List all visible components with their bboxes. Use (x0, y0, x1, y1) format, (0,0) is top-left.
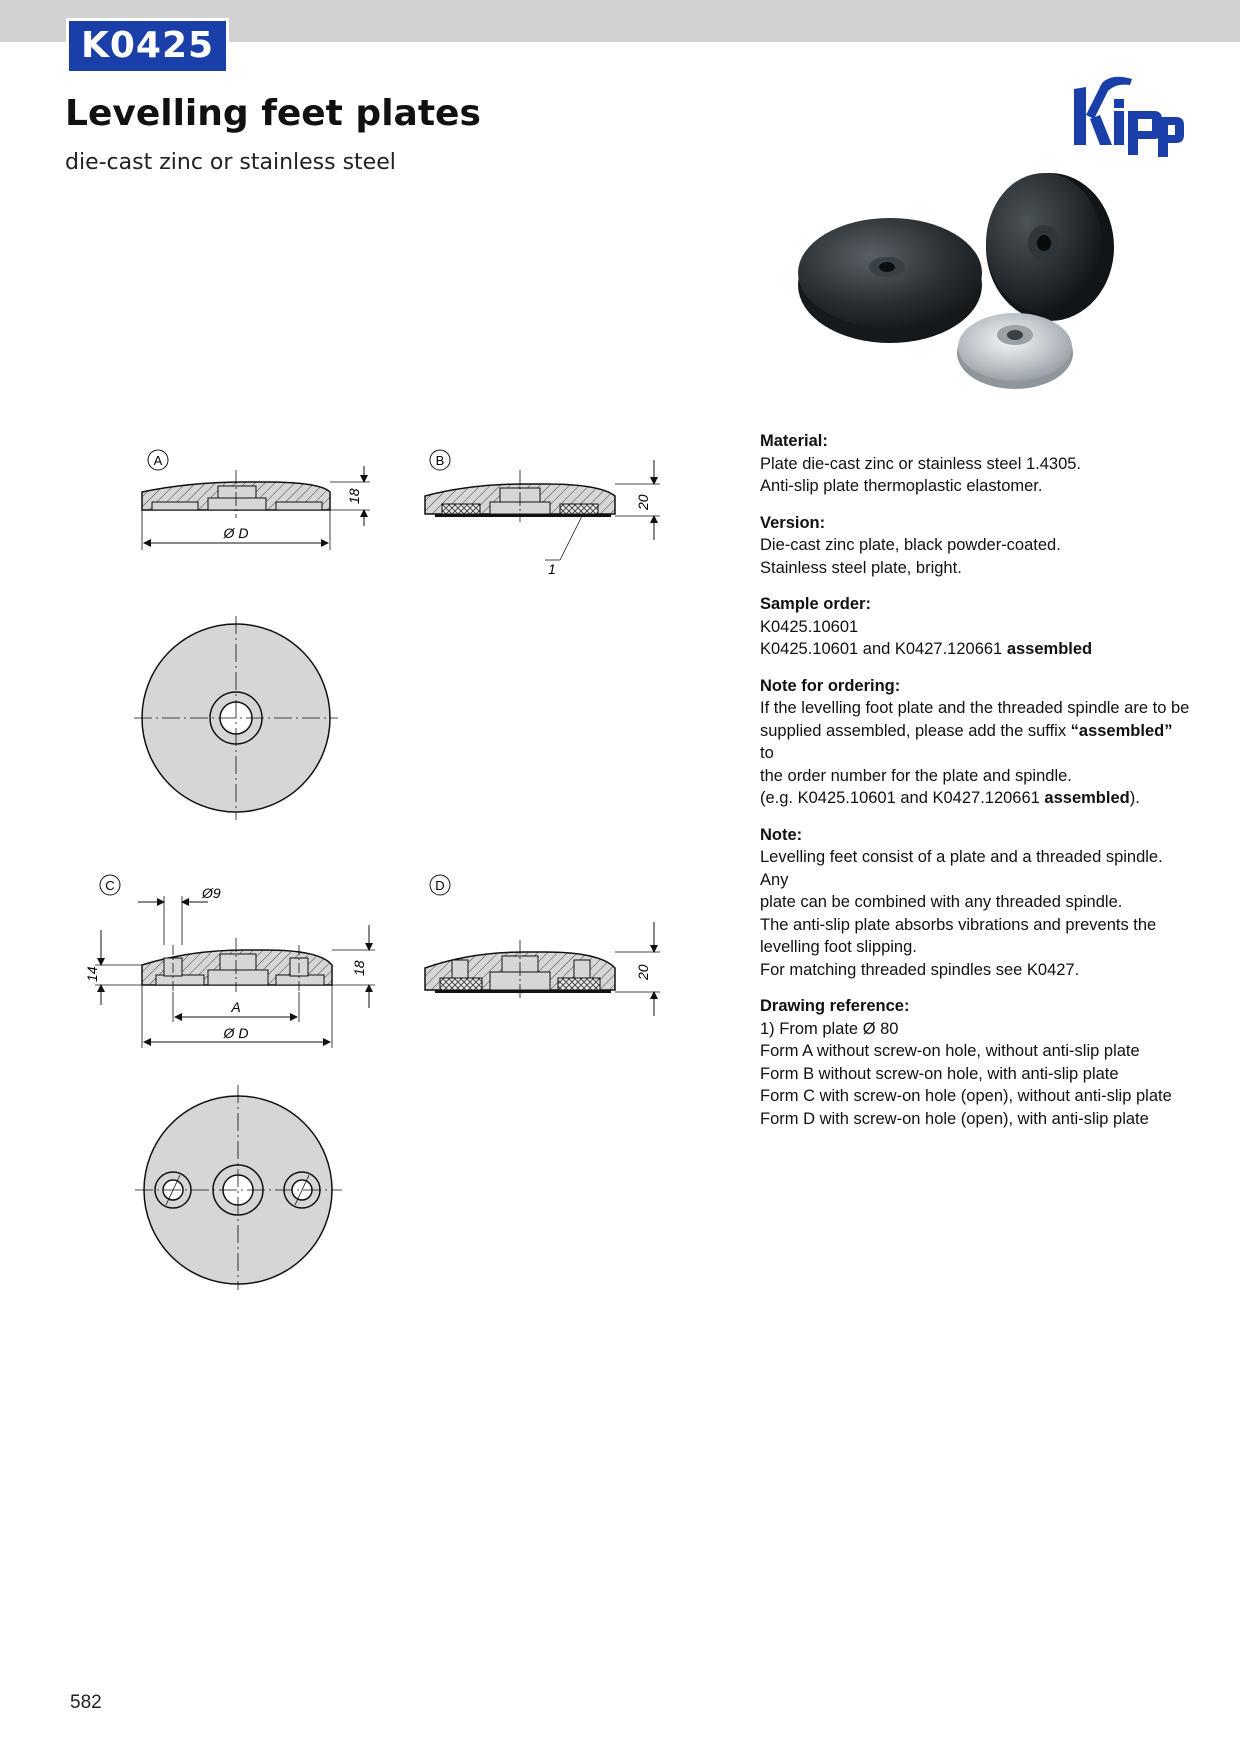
note-ordering-heading: Note for ordering: (760, 676, 901, 695)
drawing-reference-line: Form A without screw-on hole, without anti-slip plate (760, 1042, 1140, 1060)
material-heading: Material: (760, 432, 828, 450)
material-section (760, 430, 1190, 498)
technical-drawings (80, 430, 680, 1290)
form-c-diameter: Ø D (223, 1025, 249, 1041)
form-b-label: B (435, 453, 445, 468)
version-heading: Version: (760, 513, 826, 532)
kipp-logo (1072, 75, 1184, 161)
note-line: plate can be combined with any threaded spindle. (760, 893, 1123, 911)
product-code-badge (66, 18, 229, 74)
drawing-reference-section (760, 995, 1190, 1130)
form-a-drawing (134, 450, 370, 820)
form-b-height: 20 (635, 494, 651, 510)
sample-order-text: K0425.10601 and K0427.120661 (760, 640, 1007, 658)
drawing-reference-heading: Drawing reference: (760, 997, 910, 1015)
note-ordering-text: (e.g. K0425.10601 and K0427.120661 (760, 789, 1045, 807)
form-c-height: 18 (351, 960, 367, 976)
drawing-reference-line: 1) From plate Ø 80 (760, 1019, 899, 1038)
drawing-reference-line: Form D with screw-on hole (open), with anti-slip plate (760, 1109, 1149, 1128)
note-line: For matching threaded spindles see K0427. (760, 960, 1080, 979)
drawing-reference-line: Form B without screw-on hole, with anti-slip plate (760, 1064, 1119, 1083)
assembled-keyword: assembled (1044, 789, 1130, 807)
sample-order-section (760, 593, 1190, 661)
note-ordering-text: supplied assembled, please add the suffix (760, 721, 1071, 740)
note-ordering-line (760, 787, 1190, 810)
form-c-drawing (84, 875, 375, 1290)
sample-order-line: K0425.10601 (760, 617, 859, 636)
product-code: K0425 (69, 21, 226, 71)
note-line: levelling foot slipping. (760, 938, 917, 956)
form-c-label: C (105, 878, 115, 893)
drawing-reference-line: Form C with screw-on hole (open), without anti-slip plate (760, 1087, 1172, 1105)
note-ordering-line (760, 720, 1190, 765)
form-a-height: 18 (346, 488, 362, 504)
note-section (760, 824, 1190, 982)
note-ordering-text: ). (1129, 789, 1140, 807)
note-ordering-line: If the levelling foot plate and the threaded spindle are to be (760, 699, 1190, 717)
note-line: The anti-slip plate absorbs vibrations and prevents the (760, 915, 1157, 934)
form-c-left-height: 14 (84, 966, 100, 982)
sample-order-line (760, 638, 1190, 661)
note-ordering-section (760, 675, 1190, 810)
note-heading: Note: (760, 825, 803, 844)
form-a-label: A (153, 453, 163, 468)
form-b-ref-note: 1 (548, 561, 556, 577)
material-line: Anti-slip plate thermoplastic elastomer. (760, 477, 1043, 495)
product-photo (790, 155, 1130, 400)
page-number: 582 (70, 1692, 102, 1713)
page-title: Levelling feet plates (65, 93, 481, 134)
page-subtitle: die-cast zinc or stainless steel (65, 150, 396, 175)
material-line: Plate die-cast zinc or stainless steel 1.4305. (760, 454, 1082, 473)
version-line: Stainless steel plate, bright. (760, 558, 962, 577)
form-d-drawing (425, 875, 660, 1016)
form-c-hole-diameter: Ø9 (202, 885, 221, 901)
assembled-keyword: “assembled” (1070, 721, 1173, 740)
form-d-label: D (435, 878, 445, 893)
info-column (760, 430, 1190, 1144)
assembled-keyword: assembled (1006, 640, 1093, 658)
sample-order-heading: Sample order: (760, 595, 871, 613)
note-ordering-text: to (760, 744, 774, 762)
note-line: Levelling feet consist of a plate and a threaded spindle. Any (760, 848, 1163, 889)
form-c-dim-a: A (231, 999, 241, 1015)
version-section (760, 512, 1190, 580)
form-b-drawing (425, 450, 660, 577)
form-d-height: 20 (635, 964, 651, 980)
note-ordering-line: the order number for the plate and spindle. (760, 766, 1072, 785)
form-a-diameter: Ø D (223, 525, 249, 541)
version-line: Die-cast zinc plate, black powder-coated. (760, 536, 1061, 554)
